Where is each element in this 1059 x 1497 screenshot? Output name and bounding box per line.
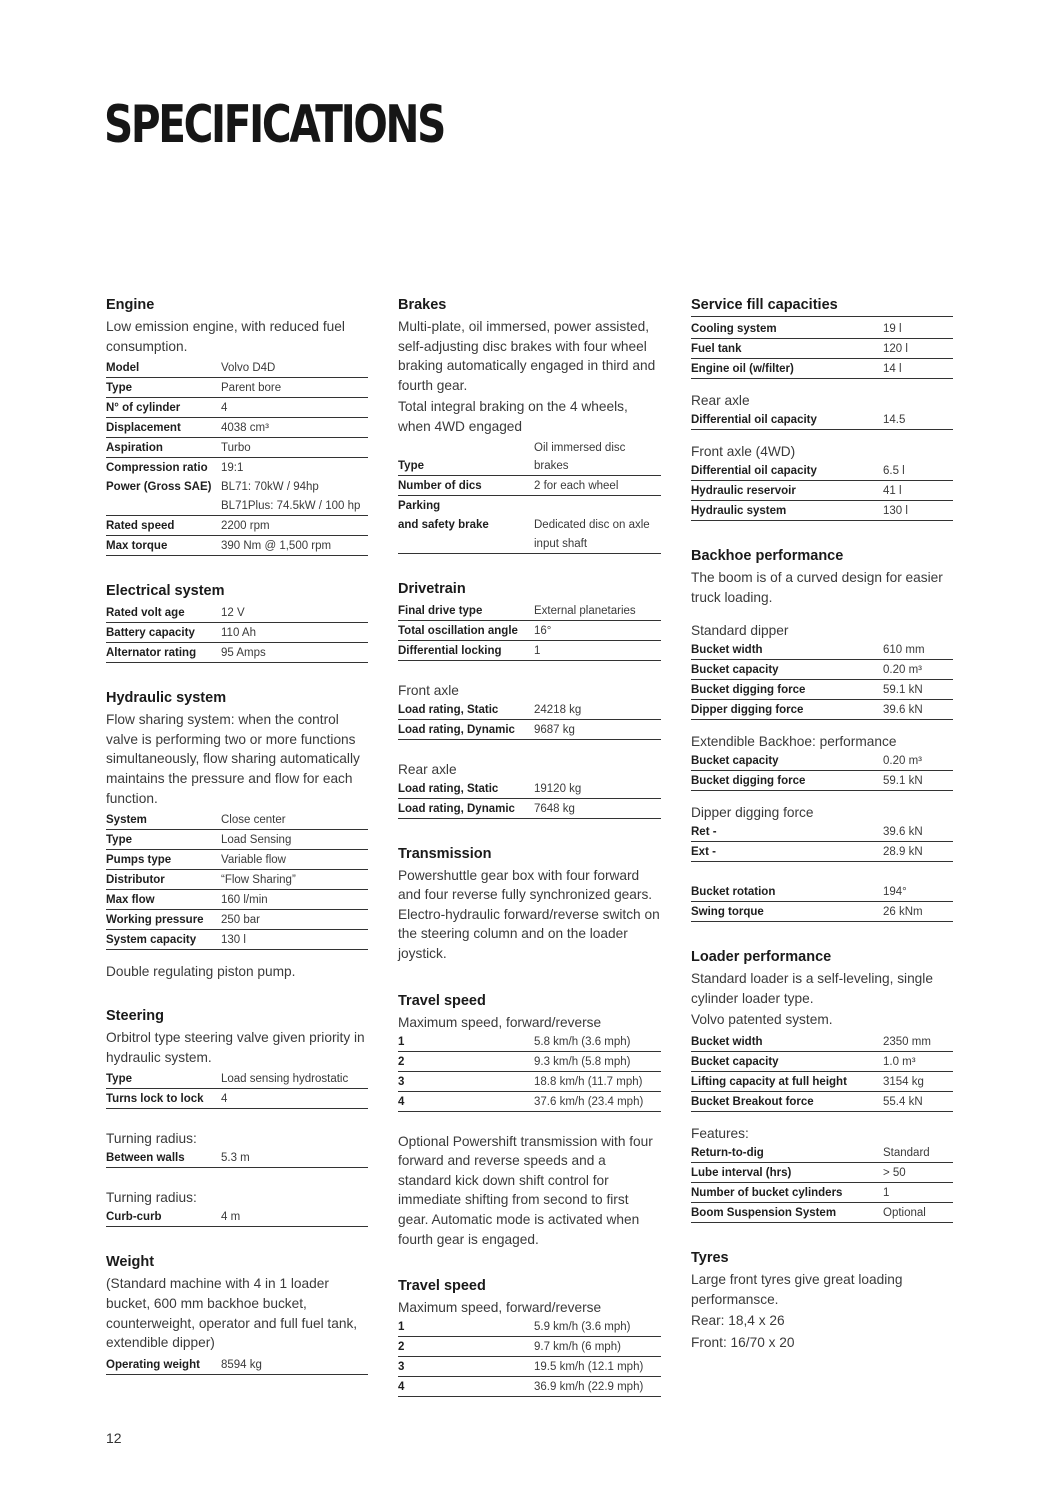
spec-value: Variable flow: [221, 854, 286, 867]
table-row: [398, 700, 661, 720]
spec-value: 4: [221, 402, 228, 415]
spec-table: [398, 439, 661, 554]
section-title: Hydraulic system: [106, 690, 227, 707]
spec-value: 24218 kg: [534, 703, 582, 716]
section-title: Tyres: [691, 1249, 729, 1266]
section-title: Weight: [106, 1254, 155, 1271]
spec-key: Load rating, Dynamic: [398, 723, 515, 736]
weight-section: [106, 1253, 368, 1374]
spec-key: Load rating, Dynamic: [398, 802, 515, 815]
table-row: [398, 621, 661, 641]
spec-value: 7648 kg: [534, 802, 575, 815]
table-row: [398, 799, 661, 819]
tyre-rear: Rear: 18,4 x 26: [691, 1313, 785, 1329]
table-row: [691, 822, 953, 842]
spec-value: Load sensing hydrostatic: [221, 1073, 349, 1086]
spec-table: [691, 410, 953, 430]
section-title: Engine: [106, 297, 155, 313]
spec-table: [691, 882, 953, 922]
spec-value: 9687 kg: [534, 723, 575, 736]
spec-value: 59.1 kN: [883, 684, 923, 697]
spec-value: 18.8 km/h (11.7 mph): [534, 1075, 643, 1088]
spec-value: 5.9 km/h (3.6 mph): [534, 1321, 631, 1334]
spec-value: Standard: [883, 1146, 930, 1159]
table-row: [691, 1072, 953, 1092]
table-row: [106, 830, 368, 850]
section-description: Orbitrol type steering valve given priority in hydraulic system.: [106, 1030, 365, 1065]
spec-key: Differential locking: [398, 644, 502, 657]
spec-value: 130 l: [221, 934, 246, 947]
spec-value: 39.6 kN: [883, 826, 923, 839]
subsection-label: Front axle (4WD): [691, 444, 796, 459]
subsection-label: Extendible Backhoe: performance: [691, 734, 897, 750]
spec-key: Alternator rating: [106, 647, 197, 660]
spec-table: [106, 1148, 368, 1168]
spec-key: Swing torque: [691, 906, 764, 919]
section-title: Steering: [106, 1008, 165, 1025]
spec-key: Operating weight: [106, 1358, 200, 1371]
spec-key: Load rating, Static: [398, 703, 499, 716]
spec-value: 160 l/min: [221, 894, 268, 907]
transmission-section: [398, 845, 661, 964]
spec-key: Lifting capacity at full height: [691, 1075, 847, 1088]
spec-value: 390 Nm @ 1,500 rpm: [221, 540, 332, 553]
subsection-label: Rear axle: [691, 393, 750, 408]
spec-table: [398, 601, 661, 661]
spec-key: Bucket Breakout force: [691, 1095, 814, 1108]
spec-key: Ext -: [691, 846, 716, 859]
spec-key: Rated volt age: [106, 607, 185, 620]
travel-speed-section: [398, 1277, 661, 1397]
spec-value: 130 l: [883, 505, 908, 517]
spec-table: [691, 822, 953, 862]
spec-key: 2: [398, 1341, 405, 1354]
spec-key: Working pressure: [106, 914, 204, 927]
spec-value: Parent bore: [221, 382, 282, 395]
brakes-section: [398, 296, 661, 554]
spec-value: “Flow Sharing”: [221, 874, 296, 887]
tyres-section: [691, 1249, 953, 1352]
table-row: [691, 660, 953, 680]
spec-table: [398, 1317, 661, 1397]
spec-value: 5.8 km/h (3.6 mph): [534, 1035, 631, 1048]
section-title: Drivetrain: [398, 580, 466, 597]
table-row: [691, 501, 953, 521]
column-left: [106, 296, 368, 1375]
table-row: [691, 1203, 953, 1223]
spec-key: Number of dics: [398, 479, 482, 492]
table-row: [398, 1317, 661, 1337]
drivetrain-section: [398, 580, 661, 819]
spec-table: [691, 319, 953, 379]
spec-value: 8594 kg: [221, 1358, 262, 1371]
electrical-section: [106, 582, 368, 663]
table-row: [106, 358, 368, 378]
spec-key: Total oscillation angle: [398, 624, 518, 637]
table-row: [691, 461, 953, 481]
spec-value: Load Sensing: [221, 834, 292, 847]
spec-key: Compression ratio: [106, 462, 208, 475]
table-row: [398, 1337, 661, 1357]
spec-key: Final drive type: [398, 604, 483, 617]
spec-value: 39.6 kN: [883, 704, 923, 717]
subsection-label: Turning radius:: [106, 1190, 197, 1206]
table-row: [106, 1069, 368, 1089]
table-row: [398, 1092, 661, 1112]
section-description: Total integral braking on the 4 wheels, when 4WD engaged: [398, 399, 628, 434]
spec-value: Dedicated disc on axle: [534, 518, 650, 531]
table-row: [106, 930, 368, 950]
steering-section: [106, 1007, 368, 1227]
spec-key: Engine oil (w/filter): [691, 363, 794, 375]
section-description: Low emission engine, with reduced fuel consumption.: [106, 319, 345, 354]
table-row: [691, 359, 953, 379]
spec-key: Ret -: [691, 826, 717, 839]
spec-key: 1: [398, 1321, 405, 1334]
spec-value: 19120 kg: [534, 782, 582, 795]
spec-value: 194°: [883, 886, 907, 899]
subsection-label: Front axle: [398, 682, 459, 698]
spec-table: [691, 461, 953, 521]
spec-value: 36.9 km/h (22.9 mph): [534, 1381, 644, 1394]
table-row: [106, 1207, 368, 1227]
spec-table: [106, 603, 368, 663]
page-title: SPECIFICATIONS: [104, 95, 444, 155]
spec-value: 41 l: [883, 485, 902, 497]
table-row: [691, 1143, 953, 1163]
table-row: [106, 458, 368, 477]
spec-key: Hydraulic system: [691, 505, 787, 517]
spec-value: BL71: 70kW / 94hp: [221, 481, 319, 494]
table-row: [691, 640, 953, 660]
spec-value: 55.4 kN: [883, 1095, 923, 1108]
table-row: [106, 418, 368, 438]
table-row: [398, 439, 661, 476]
section-description: Powershuttle gear box with four forward and four reverse fully synchronized gears. Electro-hydraulic forward/reverse switch on the steering column and on the loader joystick.: [398, 867, 660, 961]
spec-value: 5.3 m: [221, 1152, 250, 1165]
spec-key: 4: [398, 1381, 405, 1394]
spec-value: Turbo: [221, 442, 251, 455]
spec-key: 3: [398, 1361, 405, 1374]
section-description: The boom is of a curved design for easier truck loading.: [691, 570, 943, 605]
table-row: [106, 623, 368, 643]
table-row: [106, 496, 368, 516]
spec-key: Parking: [398, 499, 441, 512]
spec-key: Battery capacity: [106, 627, 195, 640]
section-description: Multi-plate, oil immersed, power assisted, self-adjusting disc brakes with four wheel braking automatically engaged in third and fourth gear.: [398, 319, 656, 393]
spec-value: 28.9 kN: [883, 846, 923, 859]
subsection-label: Maximum speed, forward/reverse: [398, 1300, 602, 1316]
page-number: 12: [106, 1430, 122, 1446]
spec-key: Bucket capacity: [691, 755, 779, 768]
spec-key: Between walls: [106, 1152, 185, 1165]
table-row: [691, 410, 953, 430]
spec-key: System capacity: [106, 934, 197, 947]
table-row: [691, 339, 953, 359]
spec-key: Power (Gross SAE): [106, 481, 212, 494]
spec-key: Cooling system: [691, 323, 777, 335]
spec-value: 610 mm: [883, 644, 925, 657]
spec-value: 19 l: [883, 323, 902, 335]
section-title: Loader performance: [691, 949, 832, 966]
spec-key: Type: [106, 834, 132, 847]
table-row: [398, 476, 661, 496]
spec-key: Pumps type: [106, 854, 172, 867]
spec-value: 1: [883, 1186, 890, 1199]
table-row: [398, 496, 661, 515]
spec-value: 19:1: [221, 462, 244, 475]
spec-key: Distributor: [106, 874, 165, 887]
spec-value: Close center: [221, 814, 286, 827]
spec-key: Fuel tank: [691, 343, 742, 355]
table-row: [398, 534, 661, 554]
section-description: Volvo patented system.: [691, 1012, 833, 1028]
spec-key: Differential oil capacity: [691, 414, 817, 426]
table-row: [691, 700, 953, 720]
spec-key: Number of bucket cylinders: [691, 1186, 843, 1199]
table-row: [106, 910, 368, 930]
table-row: [398, 779, 661, 799]
spec-key: 4: [398, 1095, 405, 1108]
spec-key: 2: [398, 1055, 405, 1068]
table-row: [691, 842, 953, 862]
spec-value: 120 l: [883, 343, 908, 355]
spec-value: 59.1 kN: [883, 775, 923, 788]
table-row: [691, 319, 953, 339]
table-row: [106, 603, 368, 623]
spec-table: [691, 640, 953, 720]
spec-table: [106, 1355, 368, 1375]
spec-value: > 50: [883, 1166, 906, 1179]
table-row: [398, 641, 661, 661]
spec-value: 1: [534, 644, 541, 657]
subsection-label: Turning radius:: [106, 1131, 197, 1147]
spec-value: 2350 mm: [883, 1035, 931, 1048]
spec-key: Max torque: [106, 540, 168, 553]
table-row: [691, 771, 953, 791]
spec-key: Max flow: [106, 894, 155, 907]
spec-key: Displacement: [106, 422, 181, 435]
spec-key: Curb-curb: [106, 1211, 162, 1224]
spec-value: 0.20 m³: [883, 755, 922, 768]
table-row: [398, 1072, 661, 1092]
spec-table: [106, 810, 368, 950]
table-row: [398, 601, 661, 621]
spec-key: Bucket width: [691, 1035, 763, 1048]
section-title: Travel speed: [398, 1278, 486, 1295]
section-title: Brakes: [398, 297, 447, 313]
table-row: [106, 378, 368, 398]
subsection-label: Dipper digging force: [691, 805, 814, 821]
table-row: [106, 1148, 368, 1168]
table-row: [691, 680, 953, 700]
spec-key: N° of cylinder: [106, 402, 181, 415]
engine-section: [106, 296, 368, 556]
spec-table: [398, 700, 661, 740]
table-row: [398, 1052, 661, 1072]
table-row: [398, 1357, 661, 1377]
spec-key: System: [106, 814, 147, 827]
spec-key: Bucket capacity: [691, 664, 779, 677]
spec-key: Bucket capacity: [691, 1055, 779, 1068]
table-row: [106, 1089, 368, 1109]
loader-section: [691, 948, 953, 1223]
spec-key: Bucket rotation: [691, 886, 776, 899]
spec-value: Oil immersed disc brakes: [534, 441, 626, 472]
travel-speed-section: [398, 992, 661, 1250]
table-row: [398, 720, 661, 740]
table-row: [691, 1052, 953, 1072]
spec-key: 1: [398, 1035, 405, 1048]
section-description: Large front tyres give great loading performansce.: [691, 1271, 903, 1307]
spec-key: Rated speed: [106, 520, 175, 533]
table-row: [106, 890, 368, 910]
spec-value: 4038 cm³: [221, 422, 269, 435]
spec-key: Aspiration: [106, 442, 163, 455]
spec-value: 4 m: [221, 1211, 241, 1224]
spec-key: Return-to-dig: [691, 1146, 764, 1159]
spec-value: 37.6 km/h (23.4 mph): [534, 1095, 644, 1108]
spec-value: 14.5: [883, 414, 906, 426]
table-row: [106, 398, 368, 418]
spec-value: BL71Plus: 74.5kW / 100 hp: [221, 500, 361, 513]
spec-value: 9.3 km/h (5.8 mph): [534, 1055, 631, 1068]
spec-key: Type: [106, 1073, 132, 1086]
section-description: (Standard machine with 4 in 1 loader bucket, 600 mm backhoe bucket, counterweight, operator and full fuel tank, extendible dipper): [106, 1276, 358, 1351]
table-row: [106, 438, 368, 458]
spec-value: Optional: [883, 1206, 926, 1219]
spec-key: Type: [106, 382, 132, 395]
spec-table: [106, 1069, 368, 1109]
spec-value: 4: [221, 1093, 228, 1106]
table-row: [106, 516, 368, 536]
spec-value: 1.0 m³: [883, 1055, 916, 1068]
table-row: [106, 643, 368, 663]
spec-table: [398, 779, 661, 819]
table-row: [106, 477, 368, 496]
spec-key: Differential oil capacity: [691, 465, 817, 477]
spec-value: 9.7 km/h (6 mph): [534, 1341, 621, 1354]
spec-value: 12 V: [221, 607, 245, 620]
spec-key: Hydraulic reservoir: [691, 485, 796, 497]
spec-table: [691, 1032, 953, 1112]
spec-key: Boom Suspension System: [691, 1206, 837, 1219]
tyre-front: Front: 16/70 x 20: [691, 1334, 795, 1350]
spec-value: 95 Amps: [221, 647, 266, 660]
spec-value: 19.5 km/h (12.1 mph): [534, 1361, 644, 1374]
section-title: Travel speed: [398, 992, 486, 1009]
spec-table: [691, 751, 953, 791]
table-row: [691, 902, 953, 922]
spec-key: Dipper digging force: [691, 704, 804, 717]
section-title: Backhoe performance: [691, 548, 844, 564]
table-row: [398, 1032, 661, 1052]
spec-key: 3: [398, 1075, 405, 1088]
spec-value: 0.20 m³: [883, 664, 922, 677]
spec-table: [106, 1207, 368, 1227]
subsection-label: Maximum speed, forward/reverse: [398, 1014, 602, 1030]
spec-value: 2200 rpm: [221, 520, 270, 533]
subsection-label: Standard dipper: [691, 623, 789, 639]
spec-value: 6.5 l: [883, 465, 905, 477]
spec-value: 3154 kg: [883, 1075, 924, 1088]
table-row: [691, 1032, 953, 1052]
spec-value: 14 l: [883, 363, 902, 375]
section-title: Electrical system: [106, 583, 225, 600]
section-title: Transmission: [398, 845, 492, 862]
spec-table: [398, 1032, 661, 1112]
spec-key: Model: [106, 362, 140, 375]
section-description: Flow sharing system: when the control valve is performing two or more functions simultaneously, flow sharing automatically maintains the pressure and flow for each function.: [106, 712, 360, 806]
table-row: [398, 515, 661, 534]
table-row: [691, 751, 953, 771]
spec-key: Bucket width: [691, 644, 763, 657]
spec-value: 250 bar: [221, 914, 261, 927]
table-row: [106, 870, 368, 890]
table-row: [106, 536, 368, 556]
table-row: [691, 882, 953, 902]
spec-value: input shaft: [534, 537, 588, 550]
section-note: Optional Powershift transmission with four forward and reverse speeds and a standard kick down shift control for immediate shifting from second to first gear. Automatic mode is activated when fourth gear is engaged.: [398, 1133, 653, 1247]
column-right: [691, 296, 953, 1354]
spec-value: 2 for each wheel: [534, 479, 619, 492]
spec-key: Turns lock to lock: [106, 1093, 204, 1106]
service-section: [691, 296, 953, 521]
backhoe-section: [691, 547, 953, 922]
table-row: [691, 1183, 953, 1203]
table-row: [691, 1163, 953, 1183]
subsection-label: Features:: [691, 1125, 749, 1141]
spec-key: Bucket digging force: [691, 684, 806, 697]
spec-value: 110 Ah: [221, 627, 256, 640]
spec-value: Volvo D4D: [221, 362, 276, 375]
spec-table: [106, 358, 368, 556]
subsection-label: Rear axle: [398, 761, 457, 777]
spec-table: [691, 1143, 953, 1223]
hydraulic-section: [106, 689, 368, 981]
section-note: Double regulating piston pump.: [106, 964, 296, 980]
table-row: [106, 850, 368, 870]
section-description: Standard loader is a self-leveling, single cylinder loader type.: [691, 971, 933, 1006]
table-row: [106, 1355, 368, 1375]
column-middle: [398, 296, 661, 1397]
table-row: [691, 481, 953, 501]
spec-key: Lube interval (hrs): [691, 1166, 792, 1179]
spec-key: Bucket digging force: [691, 775, 806, 788]
spec-value: 16°: [534, 624, 552, 637]
spec-value: External planetaries: [534, 604, 636, 617]
table-row: [398, 1377, 661, 1397]
spec-key: Type: [398, 459, 424, 472]
spec-key: and safety brake: [398, 518, 489, 531]
table-row: [691, 1092, 953, 1112]
table-row: [106, 810, 368, 830]
spec-key: Load rating, Static: [398, 782, 499, 795]
section-title: Service fill capacities: [691, 296, 953, 317]
spec-value: 26 kNm: [883, 906, 923, 919]
